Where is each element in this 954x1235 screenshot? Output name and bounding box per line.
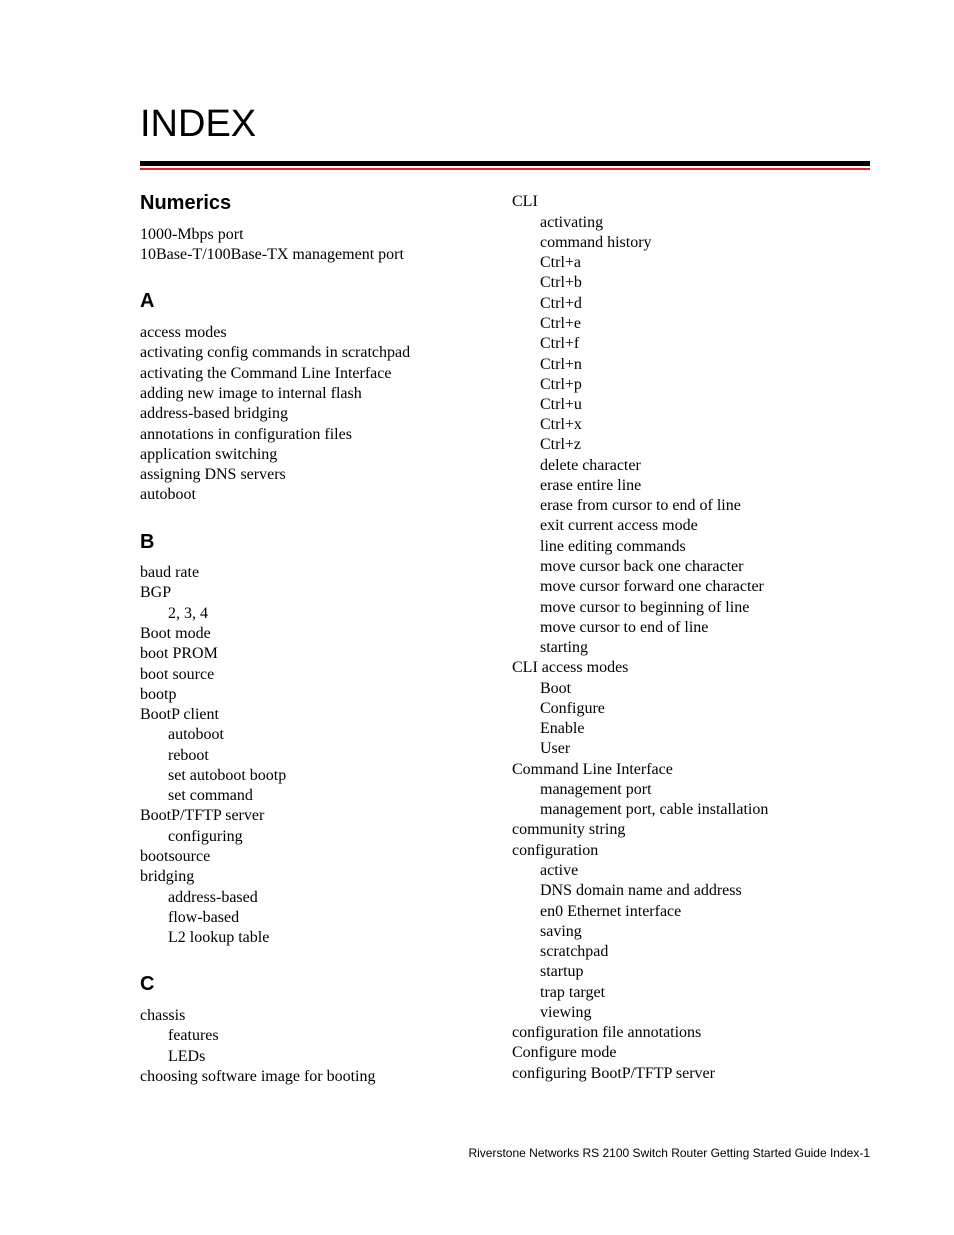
index-subentry: management port [540,781,652,798]
index-subentry: User [540,740,571,757]
index-entry: BootP client [140,706,219,723]
index-subentry: Ctrl+u [540,396,582,413]
index-entry: bootsource [140,848,211,865]
index-entry: adding new image to internal flash [140,385,362,402]
index-subentry: Ctrl+x [540,416,582,433]
index-entry: activating the Command Line Interface [140,365,392,382]
index-subentry: erase entire line [540,477,642,494]
index-subentry: Boot [540,680,572,697]
index-subentry: move cursor to end of line [540,619,709,636]
index-entry: access modes [140,324,227,341]
index-subentry: address-based [168,889,258,906]
index-subentry: command history [540,234,652,251]
index-subentry: Ctrl+b [540,274,582,291]
index-subentry: features [168,1027,219,1044]
title-rule-red [140,168,870,170]
index-entry: 10Base-T/100Base-TX management port [140,246,404,263]
index-subentry: exit current access mode [540,517,698,534]
index-subentry: set autoboot bootp [168,767,287,784]
page-footer: Riverstone Networks RS 2100 Switch Router Getting Started Guide Index-1 [468,1146,870,1160]
section-heading-c: C [140,973,155,995]
index-entry: BootP/TFTP server [140,807,265,824]
index-subentry: Enable [540,720,585,737]
index-subentry: Ctrl+p [540,376,582,393]
index-entry: annotations in configuration files [140,426,352,443]
section-heading-b: B [140,531,155,553]
index-subentry: reboot [168,747,209,764]
index-entry: 1000-Mbps port [140,226,244,243]
index-entry: configuring BootP/TFTP server [512,1065,715,1082]
index-subentry: 2, 3, 4 [168,605,208,622]
index-entry: CLI [512,193,538,210]
index-subentry: configuring [168,828,243,845]
index-entry: boot source [140,666,215,683]
index-subentry: move cursor forward one character [540,578,764,595]
index-entry: boot PROM [140,645,218,662]
index-subentry: saving [540,923,582,940]
index-subentry: Ctrl+z [540,436,582,453]
index-subentry: erase from cursor to end of line [540,497,741,514]
section-heading-a: A [140,290,155,312]
index-entry: community string [512,821,626,838]
index-subentry: startup [540,963,584,980]
index-entry: choosing software image for booting [140,1068,376,1085]
index-entry: chassis [140,1007,186,1024]
index-entry: BGP [140,584,172,601]
index-subentry: en0 Ethernet interface [540,903,682,920]
index-entry: bridging [140,868,195,885]
index-subentry: active [540,862,579,879]
index-subentry: set command [168,787,253,804]
index-subentry: autoboot [168,726,224,743]
index-subentry: flow-based [168,909,240,926]
index-subentry: viewing [540,1004,592,1021]
index-subentry: scratchpad [540,943,609,960]
index-entry: address-based bridging [140,405,288,422]
index-subentry: delete character [540,457,641,474]
index-subentry: DNS domain name and address [540,882,742,899]
page-title: INDEX [140,103,257,145]
index-subentry: LEDs [168,1048,206,1065]
index-subentry: trap target [540,984,606,1001]
index-subentry: Ctrl+f [540,335,580,352]
index-subentry: Ctrl+d [540,295,582,312]
index-subentry: Configure [540,700,605,717]
index-subentry: Ctrl+a [540,254,582,271]
index-subentry: move cursor back one character [540,558,744,575]
index-entry: configuration [512,842,599,859]
index-entry: Configure mode [512,1044,617,1061]
index-entry: autoboot [140,486,196,503]
index-entry: baud rate [140,564,200,581]
index-subentry: Ctrl+e [540,315,582,332]
index-subentry: starting [540,639,588,656]
index-subentry: management port, cable installation [540,801,769,818]
index-entry: Boot mode [140,625,211,642]
index-entry: activating config commands in scratchpad [140,344,411,361]
index-entry: Command Line Interface [512,761,673,778]
index-subentry: move cursor to beginning of line [540,599,750,616]
index-entry: bootp [140,686,177,703]
index-entry: assigning DNS servers [140,466,286,483]
index-subentry: activating [540,214,604,231]
title-rule-black [140,161,870,166]
index-entry: application switching [140,446,278,463]
index-subentry: L2 lookup table [168,929,270,946]
section-heading-numerics: Numerics [140,192,232,214]
index-entry: CLI access modes [512,659,629,676]
index-subentry: Ctrl+n [540,356,582,373]
index-subentry: line editing commands [540,538,686,555]
index-entry: configuration file annotations [512,1024,702,1041]
